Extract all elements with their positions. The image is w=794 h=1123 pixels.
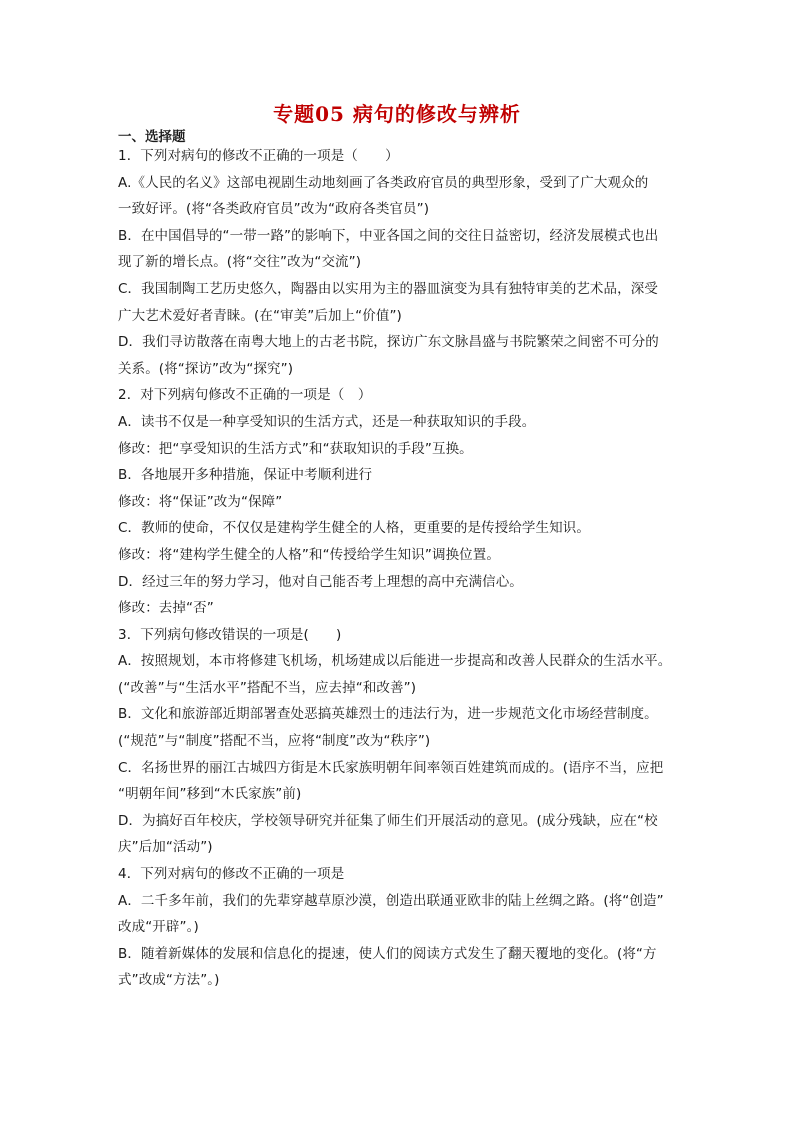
document-body [118, 143, 678, 994]
text-line: (“改善”与“生活水平”搭配不当，应去掉“和改善”) [118, 679, 417, 696]
text-line: 3．下列病句修改错误的一项是( ) [118, 626, 342, 643]
text-line: 修改：把“享受知识的生活方式”和“获取知识的手段”互换。 [118, 440, 473, 457]
text-line: A.《人民的名义》这部电视剧生动地刻画了各类政府官员的典型形象，受到了广大观众的 [118, 174, 649, 191]
text-line: 2．对下列病句修改不正确的一项是（ ） [118, 387, 372, 404]
text-line: 式”改成“方法”。) [118, 972, 220, 989]
text-line: 修改：将“保证”改为“保障” [118, 493, 283, 510]
text-line: (“规范”与“制度”搭配不当，应将“制度”改为“秩序”) [118, 733, 431, 750]
text-line: 关系。(将“探访”改为“探究”) [118, 360, 294, 377]
text-line: 现了新的增长点。(将“交往”改为“交流”) [118, 254, 362, 271]
text-line: C．教师的使命，不仅仅是建构学生健全的人格，更重要的是传授给学生知识。 [118, 520, 590, 537]
text-line: 修改：将“建构学生健全的人格”和“传授给学生知识”调换位置。 [118, 546, 500, 563]
text-line: A．按照规划，本市将修建飞机场，机场建成以后能进一步提高和改善人民群众的生活水平。 [118, 653, 672, 670]
text-line: 4．下列对病句的修改不正确的一项是 [118, 866, 345, 883]
text-line: 修改：去掉“否” [118, 600, 214, 617]
text-line: 广大艺术爱好者青睐。(在“审美”后加上“价值”) [118, 307, 402, 324]
text-line: A．二千多年前，我们的先辈穿越草原沙漠，创造出联通亚欧非的陆上丝绸之路。(将“创造” [118, 892, 664, 909]
text-line: B．在中国倡导的“一带一路”的影响下，中亚各国之间的交往日益密切，经济发展模式也出 [118, 227, 659, 244]
text-line: C．名扬世界的丽江古城四方街是木氏家族明朝年间率领百姓建筑而成的。(语序不当，应把 [118, 759, 664, 776]
text-line: D．我们寻访散落在南粤大地上的古老书院，探访广东文脉昌盛与书院繁荣之间密不可分的 [118, 334, 659, 351]
text-line: 庆”后加“活动”) [118, 839, 213, 856]
text-line: D．为搞好百年校庆，学校领导研究并征集了师生们开展活动的意见。(成分残缺，应在“校 [118, 812, 658, 829]
text-line: 1．下列对病句的修改不正确的一项是（ ） [118, 148, 399, 164]
text-line: 改成“开辟”。) [118, 919, 199, 936]
text-line: C．我国制陶工艺历史悠久，陶器由以实用为主的器皿演变为具有独特审美的艺术品，深受 [118, 280, 658, 297]
text-line: “明朝年间”移到“木氏家族”前) [118, 786, 302, 803]
document-title: 专题05 病句的修改与辨析 [273, 102, 521, 126]
text-line: B．各地展开多种措施，保证中考顺利进行 [118, 467, 373, 484]
section-heading: 一、选择题 [118, 129, 186, 145]
text-line: A．读书不仅是一种享受知识的生活方式，还是一种获取知识的手段。 [118, 413, 536, 430]
text-line: D．经过三年的努力学习，他对自己能否考上理想的高中充满信心。 [118, 573, 523, 590]
text-line: B．随着新媒体的发展和信息化的提速，使人们的阅读方式发生了翻天覆地的变化。(将“方 [118, 945, 657, 962]
text-line: B．文化和旅游部近期部署查处恶搞英雄烈士的违法行为，进一步规范文化市场经营制度。 [118, 706, 658, 723]
text-line: 一致好评。(将“各类政府官员”改为“政府各类官员”) [118, 201, 430, 218]
